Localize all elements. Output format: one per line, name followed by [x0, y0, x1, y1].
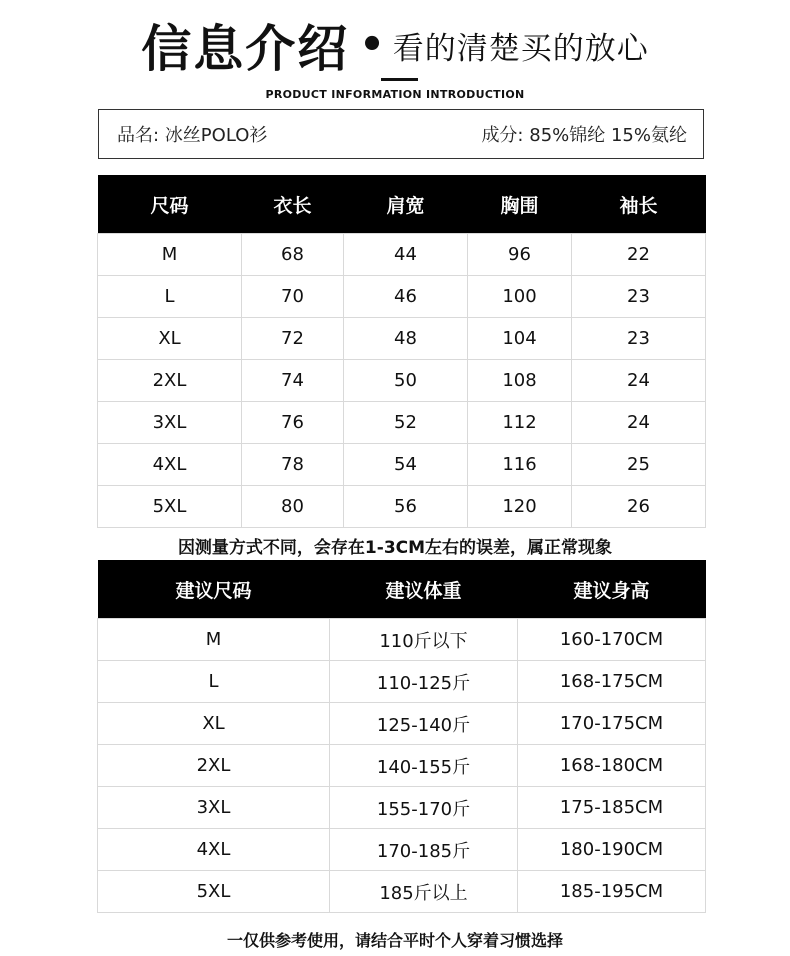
table-cell: 74 [242, 360, 344, 402]
table-row [98, 402, 706, 444]
table-cell: 54 [344, 444, 468, 486]
table-cell: M [98, 619, 330, 661]
table-cell: 4XL [98, 444, 242, 486]
product-name [117, 121, 267, 147]
table-cell: 185斤以上 [330, 871, 518, 913]
table-cell: 5XL [98, 486, 242, 528]
table-cell: 26 [572, 486, 706, 528]
table-row [98, 234, 706, 276]
table-cell: 160-170CM [518, 619, 706, 661]
title-separator: • [359, 22, 385, 68]
measurement-note: 因测量方式不同，会存在1-3CM左右的误差，属正常现象 [177, 538, 613, 558]
table-cell: 22 [572, 234, 706, 276]
recommendation-header-cell: 建议身高 [518, 560, 706, 619]
size-table-header-cell: 肩宽 [344, 175, 468, 234]
table-row [98, 444, 706, 486]
table-cell: 96 [468, 234, 572, 276]
table-cell: 3XL [98, 787, 330, 829]
footer-note: 一仅供参考使用，请结合平时个人穿着习惯选择 [226, 931, 563, 950]
table-row [98, 745, 706, 787]
table-row [98, 360, 706, 402]
table-cell: 80 [242, 486, 344, 528]
table-cell: 50 [344, 360, 468, 402]
table-cell: 170-185斤 [330, 829, 518, 871]
recommendation-table-header [98, 560, 706, 619]
table-row [98, 318, 706, 360]
table-cell: 125-140斤 [330, 703, 518, 745]
table-row [98, 486, 706, 528]
table-cell: 168-175CM [518, 661, 706, 703]
table-cell: 68 [242, 234, 344, 276]
product-composition [481, 121, 687, 147]
table-cell: 168-180CM [518, 745, 706, 787]
table-cell: 2XL [98, 745, 330, 787]
table-cell: 23 [572, 318, 706, 360]
recommendation-header-cell: 建议尺码 [98, 560, 330, 619]
composition-label: 成分: [481, 125, 524, 146]
table-cell: 5XL [98, 871, 330, 913]
table-cell: 48 [344, 318, 468, 360]
table-cell: 120 [468, 486, 572, 528]
table-cell: XL [98, 703, 330, 745]
table-cell: 185-195CM [518, 871, 706, 913]
table-cell: 78 [242, 444, 344, 486]
composition-value: 85%锦纶 15%氨纶 [529, 125, 687, 146]
table-cell: 110斤以下 [330, 619, 518, 661]
table-cell: 70 [242, 276, 344, 318]
recommendation-table [97, 560, 706, 913]
table-cell: 116 [468, 444, 572, 486]
table-cell: L [98, 276, 242, 318]
size-table-header-cell: 胸围 [468, 175, 572, 234]
table-row [98, 787, 706, 829]
table-cell: 180-190CM [518, 829, 706, 871]
table-cell: 108 [468, 360, 572, 402]
table-cell: M [98, 234, 242, 276]
product-name-value: 冰丝POLO衫 [164, 125, 268, 146]
table-cell: 24 [572, 360, 706, 402]
table-row [98, 871, 706, 913]
product-name-label: 品名: [117, 125, 160, 146]
table-cell: 25 [572, 444, 706, 486]
table-cell: 170-175CM [518, 703, 706, 745]
table-cell: 24 [572, 402, 706, 444]
table-cell: 52 [344, 402, 468, 444]
table-cell: XL [98, 318, 242, 360]
table-cell: 46 [344, 276, 468, 318]
table-row [98, 703, 706, 745]
table-cell: L [98, 661, 330, 703]
table-row [98, 619, 706, 661]
header [0, 10, 790, 80]
table-cell: 110-125斤 [330, 661, 518, 703]
table-cell: 112 [468, 402, 572, 444]
table-cell: 3XL [98, 402, 242, 444]
table-cell: 44 [344, 234, 468, 276]
table-cell: 2XL [98, 360, 242, 402]
size-table [97, 175, 706, 528]
table-cell: 72 [242, 318, 344, 360]
table-cell: 104 [468, 318, 572, 360]
table-cell: 100 [468, 276, 572, 318]
size-table-header-cell: 衣长 [242, 175, 344, 234]
table-cell: 4XL [98, 829, 330, 871]
table-cell: 175-185CM [518, 787, 706, 829]
table-row [98, 829, 706, 871]
page-title: 信息介绍 [141, 20, 350, 78]
table-row [98, 276, 706, 318]
product-info-box [98, 109, 704, 159]
recommendation-header-cell: 建议体重 [330, 560, 518, 619]
table-cell: 56 [344, 486, 468, 528]
title-underline [381, 78, 418, 81]
size-table-header-cell: 袖长 [572, 175, 706, 234]
page-subtitle: 看的清楚买的放心 [392, 30, 649, 67]
table-cell: 23 [572, 276, 706, 318]
size-table-header-cell: 尺码 [98, 175, 242, 234]
table-cell: 76 [242, 402, 344, 444]
table-cell: 140-155斤 [330, 745, 518, 787]
table-cell: 155-170斤 [330, 787, 518, 829]
size-table-header [98, 175, 706, 234]
table-row [98, 661, 706, 703]
english-subtitle: PRODUCT INFORMATION INTRODUCTION [265, 88, 525, 101]
